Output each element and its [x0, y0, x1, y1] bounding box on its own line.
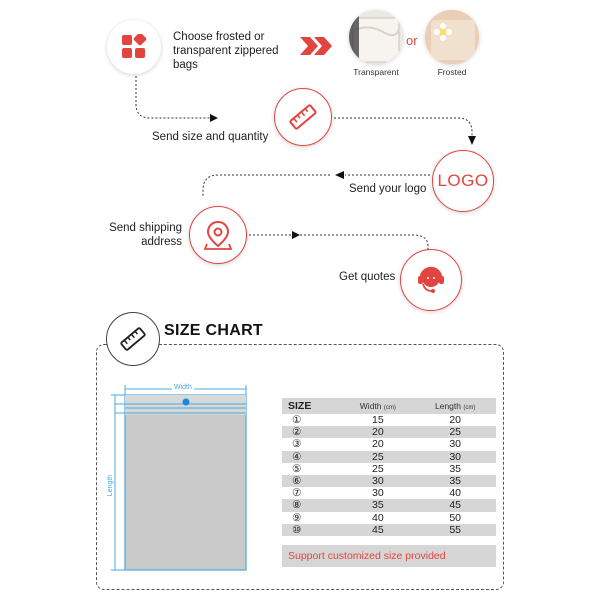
step1-label: Choose frosted or transparent zippered bags	[173, 31, 279, 71]
custom-size-note: Support customized size provided	[282, 545, 496, 567]
ruler-icon	[119, 325, 147, 353]
or-text: or	[406, 33, 418, 48]
table-row	[282, 463, 496, 475]
transparent-caption: Transparent	[353, 67, 399, 77]
size-cell-length: 30	[449, 438, 462, 451]
size-cell-size: ⑧	[282, 499, 341, 511]
step2-label: Send size and quantity	[152, 131, 269, 143]
table-row	[282, 512, 496, 524]
size-chart-title: SIZE CHART	[164, 322, 263, 339]
size-cell-length: 35	[449, 462, 462, 475]
size-table	[282, 398, 496, 536]
size-table-body	[282, 414, 496, 536]
size-cell-size: ③	[292, 438, 302, 451]
size-cell-width: 15	[371, 414, 384, 427]
table-row	[282, 438, 496, 450]
size-cell-width: 30	[341, 475, 414, 487]
size-cell-width: 25	[341, 451, 414, 463]
size-cell-size: ①	[292, 414, 302, 427]
size-cell-length: 30	[414, 451, 496, 463]
step1-icon-circle	[107, 20, 161, 74]
size-cell-size: ④	[282, 451, 341, 463]
size-cell-size: ⑩	[282, 524, 341, 536]
size-cell-size: ⑨	[292, 511, 302, 524]
size-cell-length: 40	[449, 487, 462, 500]
headset-icon	[415, 264, 447, 296]
size-cell-width: 25	[371, 462, 384, 475]
size-cell-size: ⑥	[282, 475, 341, 487]
size-cell-size: ⑤	[292, 462, 302, 475]
size-cell-width: 40	[371, 511, 384, 524]
size-cell-length: 25	[414, 426, 496, 438]
table-row	[282, 487, 496, 499]
table-row	[282, 499, 496, 511]
step3-logo-circle	[432, 150, 494, 212]
size-cell-width: 20	[371, 438, 384, 451]
size-table-wrap	[282, 398, 496, 536]
step4-icon-circle	[189, 206, 247, 264]
width-header: Width (cm)	[341, 398, 414, 414]
frosted-bag-photo	[425, 10, 479, 64]
size-chart-icon-circle	[106, 312, 160, 366]
size-cell-width: 20	[341, 426, 414, 438]
size-cell-size: ⑦	[292, 487, 302, 500]
size-cell-length: 55	[414, 524, 496, 536]
size-cell-length: 50	[449, 511, 462, 524]
width-label: Width	[174, 384, 192, 391]
table-row	[282, 475, 496, 487]
step4-label: Send shipping address	[109, 222, 182, 248]
map-pin-icon	[204, 220, 232, 250]
size-header: SIZE	[282, 398, 341, 414]
size-cell-width: 30	[371, 487, 384, 500]
step5-label: Get quotes	[339, 271, 396, 283]
bag-diagram	[108, 382, 256, 576]
table-row	[282, 414, 496, 426]
step2-icon-circle	[274, 88, 332, 146]
size-cell-length: 45	[414, 499, 496, 511]
table-row	[282, 426, 496, 438]
logo-text: LOGO	[437, 171, 489, 190]
size-cell-size: ②	[282, 426, 341, 438]
length-header: Length (cm)	[414, 398, 496, 414]
double-chevron-right-icon	[300, 37, 334, 55]
ruler-icon	[288, 102, 318, 132]
table-row	[282, 524, 496, 536]
table-row	[282, 451, 496, 463]
size-table-header	[282, 398, 496, 414]
size-cell-width: 45	[341, 524, 414, 536]
length-label: Length	[107, 474, 115, 497]
step5-icon-circle	[400, 249, 462, 311]
step3-label: Send your logo	[349, 183, 427, 195]
size-cell-length: 20	[449, 414, 462, 427]
frosted-caption: Frosted	[437, 67, 467, 77]
apps-grid-icon	[121, 34, 147, 60]
size-cell-length: 35	[414, 475, 496, 487]
size-cell-width: 35	[341, 499, 414, 511]
transparent-bag-photo	[349, 10, 403, 64]
